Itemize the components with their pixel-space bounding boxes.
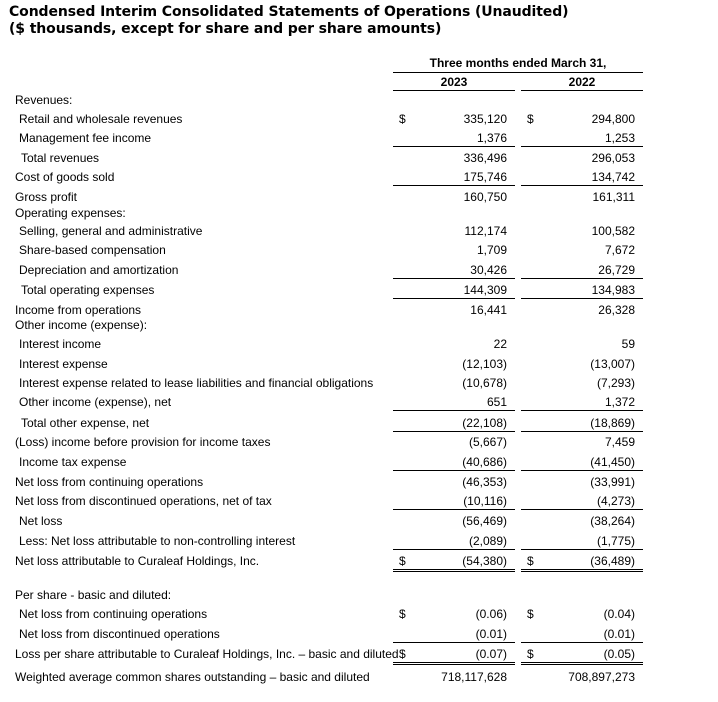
cell-2023 [393,374,515,391]
currency-symbol: $ [527,647,534,661]
cell-value: 26,729 [598,263,635,277]
cell-2022 [521,645,643,665]
cell-2022 [521,453,643,471]
cell-2023 [393,453,515,471]
cell-2023 [393,532,515,550]
cell-2023 [393,512,515,529]
cell-value: 161,311 [592,190,635,204]
cell-value: 175,746 [463,170,507,184]
year-header-2022: 2022 [521,74,643,91]
table-row [0,281,718,300]
table-row [0,668,718,687]
cell-2023 [393,552,515,572]
cell-2023 [393,668,515,685]
cell-value: 1,253 [604,131,635,145]
table-row [0,335,718,354]
currency-symbol: $ [527,607,534,621]
row-label: Total operating expenses [21,283,155,297]
cell-value: 335,120 [463,112,507,126]
cell-value: 1,372 [604,395,635,409]
cell-value: (12,103) [462,357,507,371]
cell-2022 [521,168,643,186]
cell-value: (40,686) [462,455,507,469]
row-label: Total revenues [21,151,100,165]
table-row [0,414,718,433]
title-line-1: Condensed Interim Consolidated Statements of Operations (Unaudited) [9,4,569,20]
year-header-2023: 2023 [393,74,515,91]
statement-title [9,4,568,38]
cell-value: 59 [621,337,635,351]
cell-value: 134,742 [591,170,635,184]
cell-value: 336,496 [463,151,507,165]
table-row [0,512,718,531]
cell-2023 [393,414,515,432]
cell-value: (33,991) [590,475,635,489]
cell-2022 [521,473,643,490]
currency-symbol: $ [527,112,534,126]
cell-2023 [393,625,515,643]
cell-2023 [393,393,515,411]
cell-2022 [521,625,643,643]
cell-2023 [393,110,515,127]
table-row [0,586,718,605]
cell-2022 [521,241,643,258]
row-label: Interest expense [19,357,108,371]
cell-value: (1,775) [596,534,635,548]
table-row [0,605,718,624]
cell-value: (46,353) [462,475,507,489]
cell-2023 [393,149,515,166]
cell-value: 160,750 [463,190,507,204]
cell-2022 [521,188,643,205]
cell-value: 651 [486,395,507,409]
cell-value: (0.04) [603,607,635,621]
table-row [0,552,718,571]
cell-2022 [521,335,643,352]
cell-value: (13,007) [590,357,635,371]
cell-2022 [521,492,643,510]
cell-value: 7,672 [604,243,635,257]
cell-2023 [393,222,515,239]
cell-2023 [393,492,515,510]
cell-2022 [521,261,643,279]
cell-2022 [521,149,643,166]
cell-2023 [393,433,515,450]
title-line-2: ($ thousands, except for share and per share amounts) [9,21,442,37]
row-label: Net loss from continuing operations [15,475,204,489]
cell-value: (10,678) [462,376,507,390]
table-row [0,492,718,511]
cell-value: (22,108) [462,416,507,430]
cell-value: (36,489) [590,554,635,568]
cell-value: 1,376 [476,131,507,145]
cell-2022 [521,129,643,147]
cell-value: (54,380) [462,554,507,568]
cell-2023 [393,645,515,665]
cell-value: (0.05) [603,647,635,661]
cell-value: 22 [493,337,507,351]
table-row [0,149,718,168]
cell-value: 30,426 [470,263,507,277]
row-label: Income from operations [15,303,142,317]
cell-2022 [521,414,643,432]
cell-value: (7,293) [596,376,635,390]
cell-value: (0.01) [475,627,507,641]
cell-value: (4,273) [596,494,635,508]
table-row [0,110,718,129]
cell-value: (56,469) [462,514,507,528]
cell-value: 294,800 [591,112,635,126]
cell-value: (0.01) [603,627,635,641]
row-label: Net loss from continuing operations [19,607,208,621]
cell-value: 26,328 [598,303,635,317]
table-row [0,355,718,374]
cell-2023 [393,241,515,258]
cell-2023 [393,261,515,279]
row-label: Cost of goods sold [15,170,115,184]
row-label: Weighted average common shares outstanding – basic and diluted [15,670,370,684]
row-label: Gross profit [15,190,78,204]
cell-value: 708,897,273 [568,670,635,684]
cell-value: 296,053 [591,151,635,165]
row-label: Retail and wholesale revenues [19,112,183,126]
currency-symbol: $ [399,554,406,568]
row-label: Operating expenses: [15,206,126,220]
table-row [0,532,718,551]
cell-2022 [521,393,643,411]
cell-value: (18,869) [590,416,635,430]
table-row [0,129,718,148]
cell-2023 [393,168,515,186]
row-label: Net loss from discontinued operations [19,627,220,641]
cell-value: 718,117,628 [441,670,507,684]
cell-2022 [521,605,643,622]
cell-value: 112,174 [464,224,507,238]
cell-value: (2,089) [468,534,507,548]
cell-2022 [521,110,643,127]
row-label: Net loss attributable to Curaleaf Holdings, Inc. [15,554,260,568]
cell-2022 [521,374,643,391]
row-label: Selling, general and administrative [19,224,203,238]
row-label: Interest income [19,337,102,351]
cell-value: 7,459 [604,435,635,449]
table-row [0,645,718,664]
table-row [0,241,718,260]
cell-value: 1,709 [476,243,507,257]
cell-2023 [393,473,515,490]
cell-2022 [521,433,643,450]
table-row [0,204,718,223]
cell-2023 [393,129,515,147]
cell-value: (0.06) [475,607,507,621]
cell-value: 134,983 [591,283,635,297]
currency-symbol: $ [399,647,406,661]
row-label: Income tax expense [19,455,127,469]
cell-value: 144,309 [463,283,507,297]
cell-2022 [521,281,643,299]
cell-2022 [521,532,643,550]
row-label: Other income (expense): [15,318,148,332]
table-row [0,393,718,412]
row-label: Loss per share attributable to Curaleaf Holdings, Inc. – basic and diluted [15,647,399,661]
table-row [0,374,718,393]
table-row [0,433,718,452]
row-label: Net loss from discontinued operations, net of tax [15,494,272,508]
table-row [0,316,718,335]
cell-2023 [393,188,515,205]
cell-2023 [393,281,515,299]
cell-2022 [521,355,643,372]
table-row [0,453,718,472]
row-label: Less: Net loss attributable to non-controlling interest [19,534,296,548]
cell-value: (0.07) [475,647,507,661]
cell-2023 [393,355,515,372]
row-label: Share-based compensation [19,243,166,257]
row-label: Interest expense related to lease liabilities and financial obligations [19,376,374,390]
row-label: Depreciation and amortization [19,263,179,277]
table-row [0,222,718,241]
cell-2022 [521,512,643,529]
table-row [0,261,718,280]
table-row [0,91,718,110]
currency-symbol: $ [527,554,534,568]
cell-value: (10,116) [463,494,507,508]
cell-2022 [521,222,643,239]
row-label: Revenues: [15,93,73,107]
currency-symbol: $ [399,112,406,126]
period-header: Three months ended March 31, [393,55,643,73]
row-label: Net loss [19,514,63,528]
cell-2022 [521,552,643,572]
cell-value: (41,450) [590,455,635,469]
cell-value: (38,264) [590,514,635,528]
cell-2022 [521,668,643,685]
row-label: (Loss) income before provision for income taxes [15,435,271,449]
cell-2023 [393,605,515,622]
table-row [0,473,718,492]
row-label: Other income (expense), net [19,395,172,409]
row-label: Per share - basic and diluted: [15,588,172,602]
cell-value: (5,667) [468,435,507,449]
cell-value: 100,582 [591,224,635,238]
table-row [0,168,718,187]
row-label: Total other expense, net [21,416,150,430]
currency-symbol: $ [399,607,406,621]
row-label: Management fee income [19,131,152,145]
cell-2023 [393,335,515,352]
table-row [0,625,718,644]
cell-value: 16,441 [470,303,507,317]
